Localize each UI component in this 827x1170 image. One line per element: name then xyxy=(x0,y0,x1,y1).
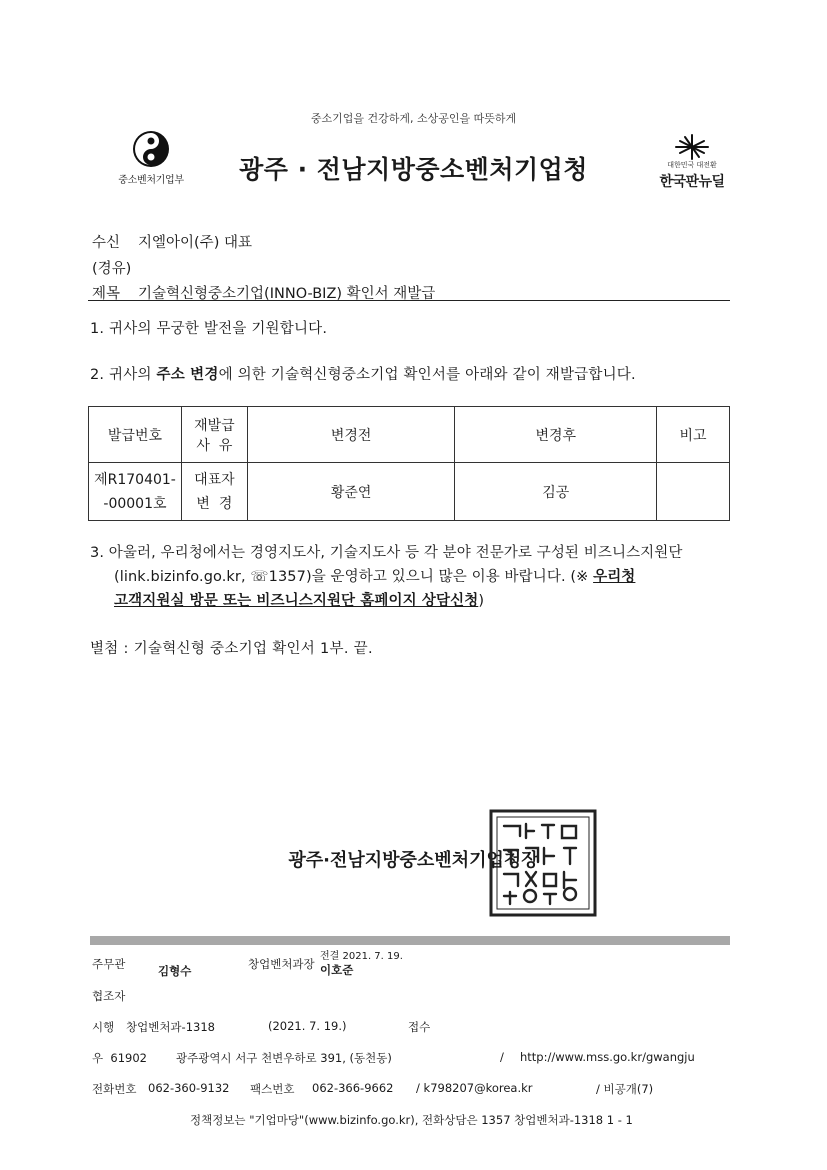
header-reason xyxy=(181,407,247,463)
sender-name: 광주·전남지방중소벤처기업청장 xyxy=(288,850,539,871)
paragraph-3-line3 xyxy=(90,589,735,613)
enforce-number: 창업벤처과-1318 xyxy=(126,1020,215,1034)
paragraph-3-line1: 3. 아울러, 우리청에서는 경영지도사, 기술지도사 등 각 분야 전문가로 구성된 비즈니스지원단 xyxy=(90,545,683,561)
attachment-line: 별첨 : 기술혁신형 중소기업 확인서 1부. 끝. xyxy=(90,641,373,657)
approval-stamp: 전결 2021. 7. 19. xyxy=(320,951,403,962)
paragraph-2-post: 에 의한 기술혁신형중소기업 확인서를 아래와 같이 재발급합니다. xyxy=(218,367,636,383)
enforce-date: (2021. 7. 19.) xyxy=(268,1019,347,1033)
subject-label: 제목 xyxy=(92,286,121,302)
officer-name xyxy=(158,963,191,979)
paragraph-3-line2 xyxy=(90,565,735,589)
newdeal-star-icon xyxy=(672,133,712,161)
cell-issue-no-line2: -00001호 xyxy=(103,495,167,512)
newdeal-small-text: 대한민국 대전환 xyxy=(667,161,717,169)
paragraph-3-line3-post: ) xyxy=(478,593,485,609)
official-seal-icon xyxy=(488,808,598,918)
cell-after: 김공 xyxy=(455,463,657,521)
reissue-table xyxy=(88,406,730,521)
cell-note xyxy=(657,463,730,521)
table-row xyxy=(89,463,730,521)
via-row xyxy=(92,257,131,278)
header-note: 비고 xyxy=(657,407,730,463)
ministry-logo-text: 중소벤처기업부 xyxy=(118,175,184,186)
subject-value: 기술혁신형중소기업(INNO-BIZ) 확인서 재발급 xyxy=(138,286,436,302)
disclosure: / 비공개(7) xyxy=(596,1082,654,1096)
director-label: 창업벤처과장 xyxy=(248,957,315,971)
slogan: 중소기업을 건강하게, 소상공인을 따뜻하게 xyxy=(310,112,517,125)
address: 광주광역시 서구 천변우하로 391, (동천동) xyxy=(176,1051,392,1065)
email[interactable]: / k798207@korea.kr xyxy=(416,1081,533,1095)
cell-before: 황준연 xyxy=(247,463,455,521)
paragraph-3-line3-underline: 고객지원실 방문 또는 비즈니스지원단 홈페이지 상담신청 xyxy=(114,593,479,609)
recipient-label: 수신 xyxy=(92,235,121,251)
recipient-row xyxy=(92,231,252,252)
cell-issue-no xyxy=(89,463,182,521)
recipient-value: 지엘아이(주) 대표 xyxy=(138,235,252,251)
officer-name-text: 김형수 xyxy=(158,964,192,978)
cell-issue-no-line1: 제R170401- xyxy=(94,471,176,488)
fax-label: 팩스번호 xyxy=(250,1082,295,1096)
footer-bottom-line: 정책정보는 "기업마당"(www.bizinfo.go.kr), 전화상담은 1357 창업벤처과-1318 1 - 1 xyxy=(190,1113,633,1127)
postal-code: 우 61902 xyxy=(92,1051,148,1065)
cell-reason-line2: 변 경 xyxy=(196,495,233,512)
newdeal-big-text: 한국판뉴딜 xyxy=(659,174,725,190)
receipt-label: 접수 xyxy=(408,1020,431,1034)
paragraph-3-line2-pre: (link.bizinfo.go.kr, ☏1357)을 운영하고 있으니 많은 이용 바랍니다. (※ xyxy=(114,569,594,585)
via-label: (경유) xyxy=(92,261,132,277)
header-reason-line1: 재발급 xyxy=(194,417,235,434)
cell-reason-line1: 대표자 xyxy=(194,471,235,488)
address-separator: / xyxy=(500,1050,504,1064)
paragraph-2-pre: 2. 귀사의 xyxy=(90,367,157,383)
header-issue-no: 발급번호 xyxy=(89,407,182,463)
table-header-row xyxy=(89,407,730,463)
footer-bar xyxy=(90,936,730,945)
cell-reason xyxy=(181,463,247,521)
newdeal-logo xyxy=(644,133,740,191)
phone-number: 062-360-9132 xyxy=(148,1081,230,1095)
header-after: 변경후 xyxy=(455,407,657,463)
fax-number: 062-366-9662 xyxy=(312,1081,394,1095)
paragraph-2 xyxy=(90,363,735,384)
cooperator-label: 협조자 xyxy=(92,989,126,1003)
enforce-label: 시행 xyxy=(92,1020,115,1034)
paragraph-2-bold: 주소 변경 xyxy=(156,367,219,383)
paragraph-1: 1. 귀사의 무궁한 발전을 기원합니다. xyxy=(90,321,328,337)
homepage-link[interactable]: http://www.mss.go.kr/gwangju xyxy=(520,1050,695,1064)
header-reason-line2: 사 유 xyxy=(196,437,233,454)
org-title: 광주 · 전남지방중소벤처기업청 xyxy=(239,155,588,184)
director-name-text: 이호준 xyxy=(320,963,354,977)
title-divider xyxy=(88,300,730,301)
header-before: 변경전 xyxy=(247,407,455,463)
paragraph-3-line2-underline: 우리청 xyxy=(593,569,636,585)
phone-label: 전화번호 xyxy=(92,1082,137,1096)
director-name xyxy=(320,962,353,978)
officer-label: 주무관 xyxy=(92,957,126,971)
paragraph-3 xyxy=(90,541,735,613)
